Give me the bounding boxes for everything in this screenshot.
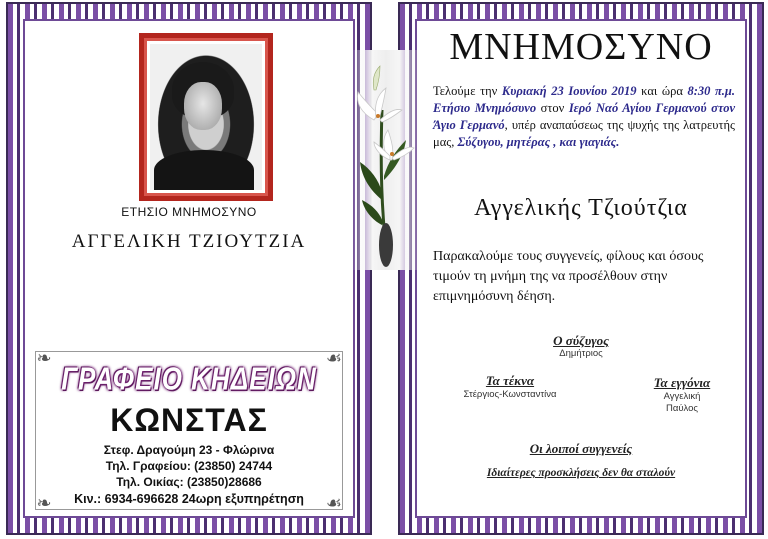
other-relatives-label: Οι λοιποί συγγενείς [529, 441, 633, 456]
portrait-shoulders [154, 150, 254, 190]
lily-flower-icon [352, 50, 420, 270]
spouse-label: Ο σύζυγος [553, 333, 609, 348]
grandchildren-label: Τα εγγόνια [653, 375, 711, 390]
intro-text: στον [536, 101, 569, 115]
corner-ornament-icon: ☙ [325, 348, 343, 368]
portrait-photo [150, 44, 262, 190]
funeral-home-mobile: Κιν.: 6934-696628 24ωρη εξυπηρέτηση [74, 492, 304, 506]
no-invitations-notice: Ιδιαίτερες προσκλήσεις δεν θα σταλούν [486, 467, 676, 479]
children-names: Στέργιος-Κωνσταντίνα [463, 389, 557, 400]
funeral-home-box [35, 348, 343, 513]
funeral-home-office-phone: Τηλ. Γραφείου: (23850) 24744 [105, 459, 273, 473]
memorial-service: Ετήσιο Μνημόσυνο [433, 101, 537, 115]
funeral-home-address: Στεφ. Δραγούμη 23 - Φλώρινα [103, 443, 275, 457]
funeral-home-home-phone: Τηλ. Οικίας: (23850)28686 [116, 475, 262, 489]
left-card-inner [25, 21, 353, 516]
funeral-home-title: ΓΡΑΦΕΙΟ ΚΗΔΕΙΩΝ [61, 360, 317, 397]
annual-memorial-label: ΕΤΗΣΙΟ ΜΝΗΜΟΣΥΝΟ [121, 205, 257, 219]
lily-divider [352, 50, 420, 270]
children-label: Τα τέκνα [485, 373, 535, 388]
attendance-request: Παρακαλούμε τους συγγενείς, φίλους και όσους τιμούν τη μνήμη της να προσέλθουν στην επιμνημόσυνη δέηση. [433, 249, 704, 304]
memorial-date: Κυριακή 23 Ιουνίου 2019 [501, 84, 637, 98]
memorial-church: Ιερό Ναό Αγίου Γερμανού στον Άγιο Γερμανό [433, 101, 735, 132]
right-card [398, 2, 764, 535]
funeral-home-company: ΚΩΝΣΤΑΣ [110, 402, 268, 438]
left-card [6, 2, 372, 535]
portrait-face [184, 82, 222, 130]
memorial-title: ΜΝΗΜΟΣΥΝΟ [449, 26, 713, 68]
corner-ornament-icon: ❧ [36, 348, 52, 368]
corner-ornament-icon: ❧ [36, 493, 52, 513]
memorial-roles: Σύζυγου, μητέρας , και γιαγιάς. [457, 135, 620, 149]
portrait-frame [139, 33, 273, 201]
right-card-inner [417, 21, 745, 516]
intro-text: και ώρα [636, 84, 688, 98]
grandchildren-name-2: Παύλος [665, 403, 699, 414]
intro-text: Τελούμε την [433, 84, 502, 98]
corner-ornament-icon: ☙ [325, 493, 343, 513]
grandchildren-name-1: Αγγελική [663, 391, 701, 402]
spouse-names: Δημήτριος [559, 348, 603, 359]
deceased-name: ΑΓΓΕΛΙΚΗ ΤΖΙΟΥΤΖΙΑ [71, 231, 307, 252]
deceased-name-genitive: Αγγελικής Τζιούτζια [474, 195, 688, 221]
intro-text: , υπέρ αναπαύσεως της ψυχής της λατρευτής μας, [433, 118, 735, 149]
memorial-intro [433, 83, 735, 151]
memorial-time: 8:30 π.μ. [687, 84, 735, 98]
